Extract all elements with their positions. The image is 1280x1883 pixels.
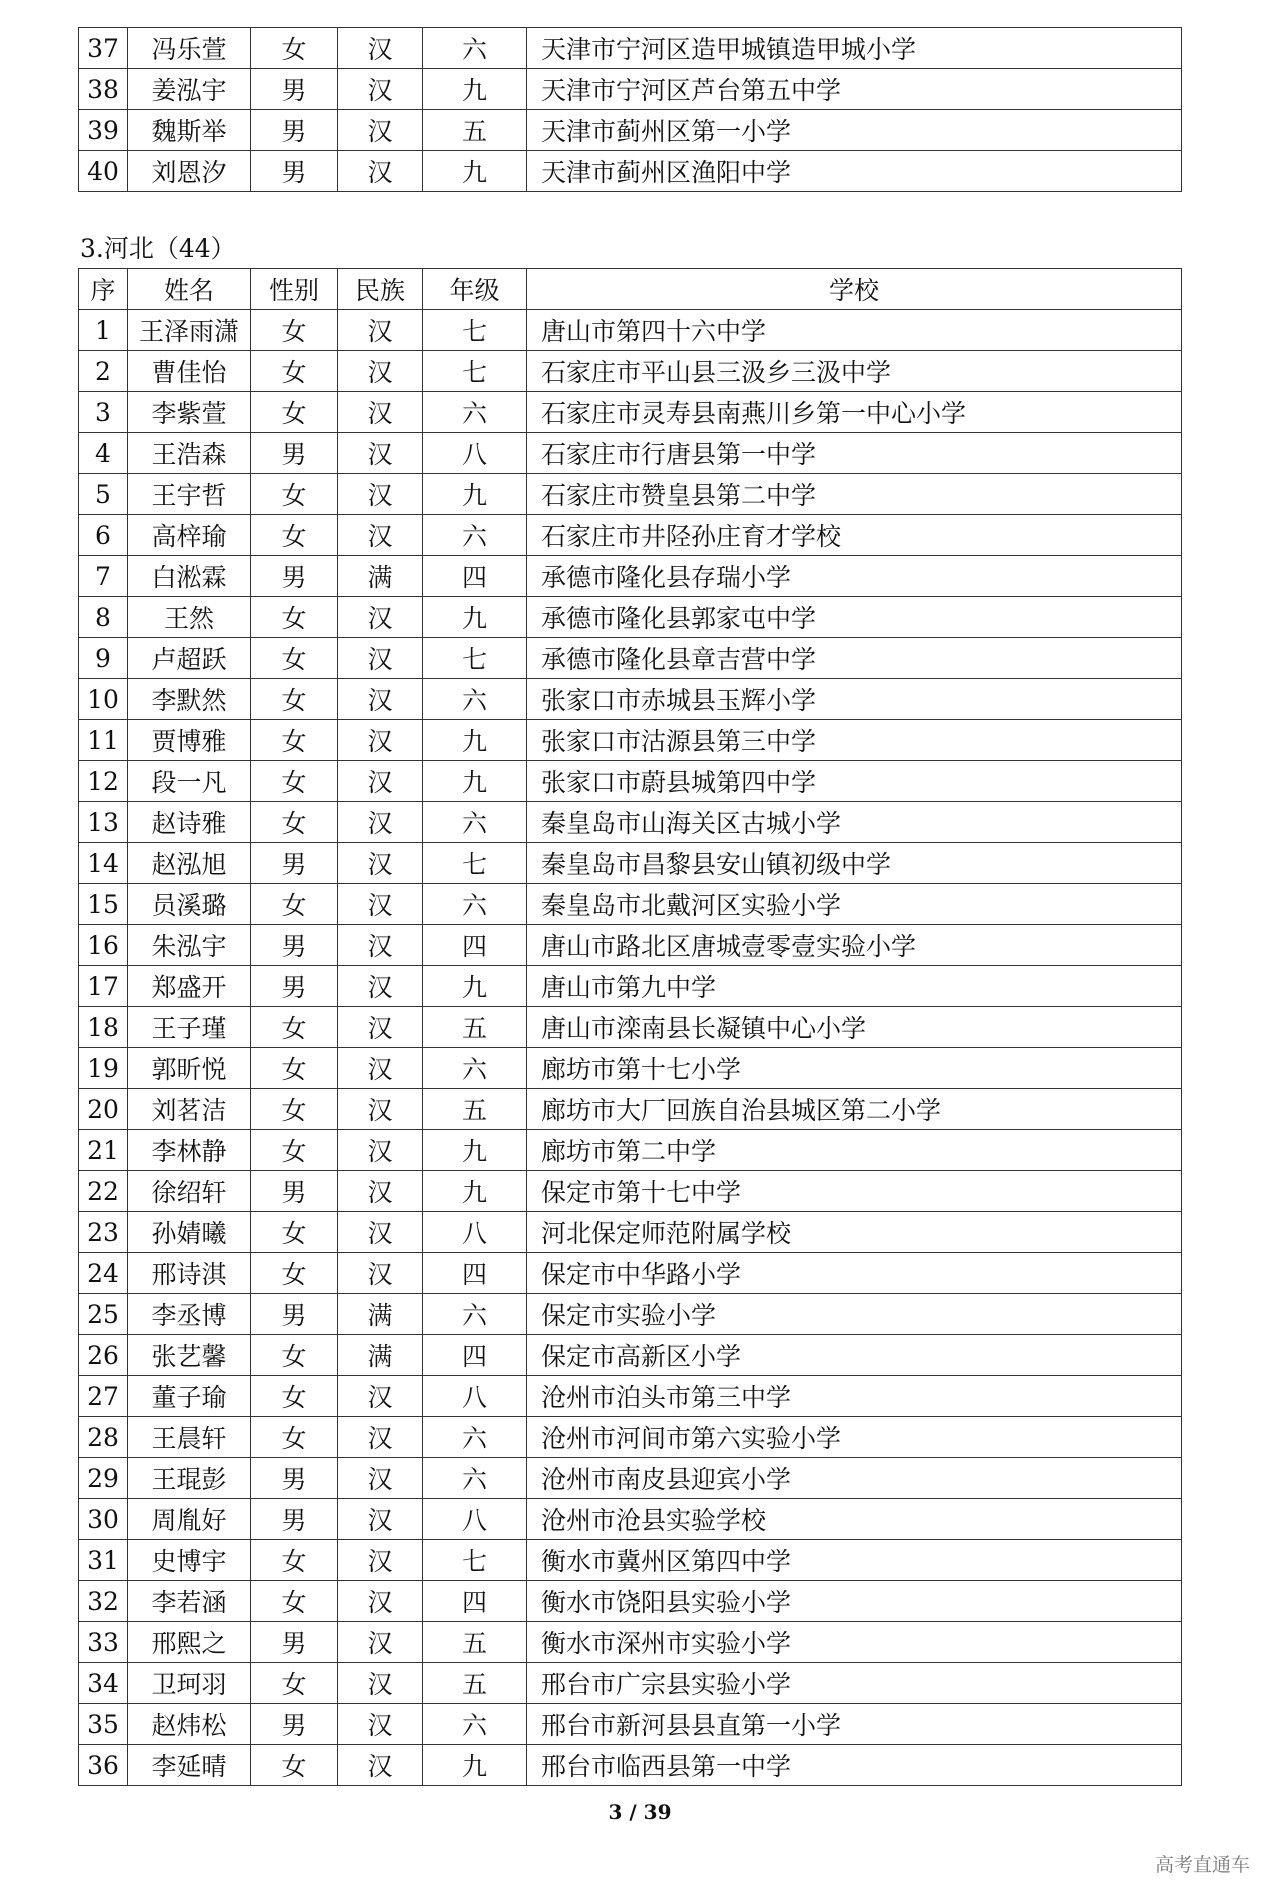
cell-school: 唐山市第九中学 xyxy=(527,966,1182,1007)
table-row xyxy=(79,110,1182,151)
continued-table xyxy=(78,27,1182,192)
cell-index: 30 xyxy=(79,1499,128,1540)
cell-grade: 四 xyxy=(423,925,527,966)
cell-ethnicity: 汉 xyxy=(338,966,423,1007)
cell-name: 董子瑜 xyxy=(128,1376,251,1417)
cell-index: 33 xyxy=(79,1622,128,1663)
table-row xyxy=(79,1253,1182,1294)
cell-index: 21 xyxy=(79,1130,128,1171)
cell-school: 保定市第十七中学 xyxy=(527,1171,1182,1212)
cell-grade: 六 xyxy=(423,392,527,433)
cell-ethnicity: 汉 xyxy=(338,28,423,69)
cell-school: 唐山市滦南县长凝镇中心小学 xyxy=(527,1007,1182,1048)
cell-ethnicity: 汉 xyxy=(338,1212,423,1253)
cell-index: 22 xyxy=(79,1171,128,1212)
cell-grade: 六 xyxy=(423,884,527,925)
cell-school: 保定市实验小学 xyxy=(527,1294,1182,1335)
cell-gender: 女 xyxy=(251,1335,338,1376)
cell-gender: 女 xyxy=(251,679,338,720)
cell-index: 2 xyxy=(79,351,128,392)
cell-index: 9 xyxy=(79,638,128,679)
cell-grade: 九 xyxy=(423,597,527,638)
cell-index: 23 xyxy=(79,1212,128,1253)
cell-name: 赵诗雅 xyxy=(128,802,251,843)
cell-gender: 女 xyxy=(251,1048,338,1089)
cell-gender: 女 xyxy=(251,761,338,802)
cell-name: 王泽雨潇 xyxy=(128,310,251,351)
cell-ethnicity: 汉 xyxy=(338,1540,423,1581)
cell-name: 贾博雅 xyxy=(128,720,251,761)
cell-school: 河北保定师范附属学校 xyxy=(527,1212,1182,1253)
cell-school: 承德市隆化县存瑞小学 xyxy=(527,556,1182,597)
cell-name: 赵炜松 xyxy=(128,1704,251,1745)
cell-gender: 女 xyxy=(251,28,338,69)
cell-grade: 九 xyxy=(423,151,527,192)
table-row xyxy=(79,1212,1182,1253)
cell-index: 36 xyxy=(79,1745,128,1786)
cell-gender: 女 xyxy=(251,1745,338,1786)
cell-name: 高梓瑜 xyxy=(128,515,251,556)
cell-gender: 男 xyxy=(251,433,338,474)
table-row xyxy=(79,720,1182,761)
cell-school: 石家庄市井陉孙庄育才学校 xyxy=(527,515,1182,556)
cell-gender: 男 xyxy=(251,843,338,884)
cell-ethnicity: 汉 xyxy=(338,884,423,925)
table-row xyxy=(79,1007,1182,1048)
cell-name: 李延晴 xyxy=(128,1745,251,1786)
cell-school: 邢台市新河县县直第一小学 xyxy=(527,1704,1182,1745)
cell-school: 衡水市饶阳县实验小学 xyxy=(527,1581,1182,1622)
table-row xyxy=(79,1581,1182,1622)
cell-grade: 四 xyxy=(423,1581,527,1622)
table-row xyxy=(79,310,1182,351)
cell-index: 16 xyxy=(79,925,128,966)
cell-gender: 女 xyxy=(251,884,338,925)
table-row xyxy=(79,638,1182,679)
cell-name: 王然 xyxy=(128,597,251,638)
cell-index: 35 xyxy=(79,1704,128,1745)
cell-name: 李林静 xyxy=(128,1130,251,1171)
cell-name: 段一凡 xyxy=(128,761,251,802)
cell-school: 沧州市河间市第六实验小学 xyxy=(527,1417,1182,1458)
cell-ethnicity: 汉 xyxy=(338,474,423,515)
cell-name: 王宇哲 xyxy=(128,474,251,515)
table-row xyxy=(79,515,1182,556)
cell-index: 15 xyxy=(79,884,128,925)
cell-gender: 女 xyxy=(251,1417,338,1458)
cell-school: 天津市蓟州区第一小学 xyxy=(527,110,1182,151)
table-row xyxy=(79,802,1182,843)
cell-index: 26 xyxy=(79,1335,128,1376)
cell-grade: 八 xyxy=(423,1376,527,1417)
cell-school: 衡水市冀州区第四中学 xyxy=(527,1540,1182,1581)
cell-gender: 女 xyxy=(251,1581,338,1622)
cell-school: 秦皇岛市昌黎县安山镇初级中学 xyxy=(527,843,1182,884)
cell-grade: 七 xyxy=(423,1540,527,1581)
cell-index: 4 xyxy=(79,433,128,474)
cell-gender: 男 xyxy=(251,556,338,597)
cell-index: 6 xyxy=(79,515,128,556)
cell-grade: 五 xyxy=(423,1007,527,1048)
cell-grade: 五 xyxy=(423,1089,527,1130)
cell-school: 承德市隆化县章吉营中学 xyxy=(527,638,1182,679)
cell-school: 廊坊市第二中学 xyxy=(527,1130,1182,1171)
cell-index: 25 xyxy=(79,1294,128,1335)
table-row xyxy=(79,1376,1182,1417)
cell-ethnicity: 汉 xyxy=(338,151,423,192)
cell-grade: 九 xyxy=(423,1171,527,1212)
cell-index: 1 xyxy=(79,310,128,351)
cell-ethnicity: 汉 xyxy=(338,1376,423,1417)
cell-school: 天津市宁河区芦台第五中学 xyxy=(527,69,1182,110)
cell-name: 郭昕悦 xyxy=(128,1048,251,1089)
table-row xyxy=(79,1294,1182,1335)
header-index: 序 xyxy=(79,269,128,310)
continued-table-body xyxy=(79,28,1182,192)
cell-school: 沧州市泊头市第三中学 xyxy=(527,1376,1182,1417)
cell-name: 郑盛开 xyxy=(128,966,251,1007)
cell-index: 3 xyxy=(79,392,128,433)
cell-grade: 八 xyxy=(423,433,527,474)
cell-gender: 女 xyxy=(251,1130,338,1171)
cell-ethnicity: 汉 xyxy=(338,1622,423,1663)
cell-name: 白淞霖 xyxy=(128,556,251,597)
cell-ethnicity: 汉 xyxy=(338,351,423,392)
table-row xyxy=(79,1622,1182,1663)
cell-grade: 五 xyxy=(423,1663,527,1704)
cell-ethnicity: 汉 xyxy=(338,843,423,884)
cell-grade: 六 xyxy=(423,1294,527,1335)
cell-index: 28 xyxy=(79,1417,128,1458)
cell-school: 邢台市广宗县实验小学 xyxy=(527,1663,1182,1704)
cell-school: 石家庄市平山县三汲乡三汲中学 xyxy=(527,351,1182,392)
cell-index: 38 xyxy=(79,69,128,110)
page-number: 3 / 39 xyxy=(608,1800,672,1824)
cell-ethnicity: 汉 xyxy=(338,1253,423,1294)
table-row xyxy=(79,556,1182,597)
cell-gender: 女 xyxy=(251,638,338,679)
cell-grade: 九 xyxy=(423,761,527,802)
cell-school: 天津市宁河区造甲城镇造甲城小学 xyxy=(527,28,1182,69)
cell-grade: 九 xyxy=(423,69,527,110)
table-row xyxy=(79,925,1182,966)
cell-school: 石家庄市行唐县第一中学 xyxy=(527,433,1182,474)
cell-grade: 七 xyxy=(423,843,527,884)
cell-school: 秦皇岛市北戴河区实验小学 xyxy=(527,884,1182,925)
table-row xyxy=(79,1335,1182,1376)
cell-gender: 女 xyxy=(251,392,338,433)
cell-school: 张家口市赤城县玉辉小学 xyxy=(527,679,1182,720)
cell-school: 石家庄市赞皇县第二中学 xyxy=(527,474,1182,515)
cell-school: 衡水市深州市实验小学 xyxy=(527,1622,1182,1663)
section-title: 3.河北（44） xyxy=(80,234,236,263)
cell-school: 沧州市沧县实验学校 xyxy=(527,1499,1182,1540)
header-name: 姓名 xyxy=(128,269,251,310)
cell-name: 李若涵 xyxy=(128,1581,251,1622)
cell-name: 姜泓宇 xyxy=(128,69,251,110)
cell-name: 赵泓旭 xyxy=(128,843,251,884)
cell-name: 王琨彭 xyxy=(128,1458,251,1499)
cell-ethnicity: 汉 xyxy=(338,1663,423,1704)
table-row xyxy=(79,69,1182,110)
cell-name: 张艺馨 xyxy=(128,1335,251,1376)
cell-ethnicity: 汉 xyxy=(338,1171,423,1212)
table-row xyxy=(79,1130,1182,1171)
cell-school: 唐山市第四十六中学 xyxy=(527,310,1182,351)
cell-school: 廊坊市第十七小学 xyxy=(527,1048,1182,1089)
cell-index: 32 xyxy=(79,1581,128,1622)
cell-index: 5 xyxy=(79,474,128,515)
cell-index: 24 xyxy=(79,1253,128,1294)
cell-ethnicity: 汉 xyxy=(338,1704,423,1745)
cell-gender: 女 xyxy=(251,720,338,761)
cell-ethnicity: 汉 xyxy=(338,1499,423,1540)
table-row xyxy=(79,1048,1182,1089)
cell-ethnicity: 满 xyxy=(338,1335,423,1376)
cell-ethnicity: 满 xyxy=(338,1294,423,1335)
cell-name: 邢熙之 xyxy=(128,1622,251,1663)
cell-grade: 九 xyxy=(423,1745,527,1786)
cell-gender: 男 xyxy=(251,69,338,110)
cell-grade: 九 xyxy=(423,474,527,515)
table-row xyxy=(79,474,1182,515)
cell-gender: 女 xyxy=(251,597,338,638)
cell-gender: 女 xyxy=(251,351,338,392)
cell-index: 19 xyxy=(79,1048,128,1089)
table-row xyxy=(79,1171,1182,1212)
cell-gender: 女 xyxy=(251,515,338,556)
cell-ethnicity: 汉 xyxy=(338,1581,423,1622)
cell-grade: 七 xyxy=(423,351,527,392)
header-school: 学校 xyxy=(527,269,1182,310)
cell-ethnicity: 汉 xyxy=(338,1007,423,1048)
cell-grade: 四 xyxy=(423,1335,527,1376)
cell-ethnicity: 汉 xyxy=(338,1130,423,1171)
cell-ethnicity: 汉 xyxy=(338,1048,423,1089)
cell-ethnicity: 汉 xyxy=(338,1745,423,1786)
cell-grade: 八 xyxy=(423,1499,527,1540)
table-row xyxy=(79,679,1182,720)
cell-ethnicity: 汉 xyxy=(338,1458,423,1499)
cell-ethnicity: 汉 xyxy=(338,761,423,802)
cell-index: 37 xyxy=(79,28,128,69)
cell-name: 曹佳怡 xyxy=(128,351,251,392)
table-row xyxy=(79,597,1182,638)
cell-grade: 八 xyxy=(423,1212,527,1253)
cell-school: 石家庄市灵寿县南燕川乡第一中心小学 xyxy=(527,392,1182,433)
cell-index: 13 xyxy=(79,802,128,843)
cell-name: 李丞博 xyxy=(128,1294,251,1335)
cell-gender: 男 xyxy=(251,151,338,192)
cell-index: 14 xyxy=(79,843,128,884)
cell-index: 29 xyxy=(79,1458,128,1499)
cell-grade: 五 xyxy=(423,110,527,151)
cell-ethnicity: 汉 xyxy=(338,597,423,638)
cell-ethnicity: 汉 xyxy=(338,720,423,761)
cell-gender: 女 xyxy=(251,1376,338,1417)
cell-ethnicity: 汉 xyxy=(338,433,423,474)
cell-ethnicity: 汉 xyxy=(338,310,423,351)
table-row xyxy=(79,1663,1182,1704)
cell-grade: 五 xyxy=(423,1622,527,1663)
cell-gender: 男 xyxy=(251,1458,338,1499)
cell-name: 王子瑾 xyxy=(128,1007,251,1048)
cell-name: 刘茗洁 xyxy=(128,1089,251,1130)
table-row xyxy=(79,1540,1182,1581)
cell-gender: 男 xyxy=(251,1294,338,1335)
cell-gender: 女 xyxy=(251,1089,338,1130)
table-row xyxy=(79,392,1182,433)
cell-index: 12 xyxy=(79,761,128,802)
table-row xyxy=(79,1499,1182,1540)
cell-index: 10 xyxy=(79,679,128,720)
cell-index: 8 xyxy=(79,597,128,638)
cell-grade: 九 xyxy=(423,720,527,761)
hebei-table-body xyxy=(79,310,1182,1786)
cell-grade: 六 xyxy=(423,515,527,556)
cell-index: 39 xyxy=(79,110,128,151)
cell-gender: 男 xyxy=(251,966,338,1007)
cell-gender: 女 xyxy=(251,1007,338,1048)
cell-school: 唐山市路北区唐城壹零壹实验小学 xyxy=(527,925,1182,966)
cell-index: 18 xyxy=(79,1007,128,1048)
cell-ethnicity: 汉 xyxy=(338,392,423,433)
header-grade: 年级 xyxy=(423,269,527,310)
cell-grade: 六 xyxy=(423,679,527,720)
watermark: 高考直通车 xyxy=(1154,1854,1250,1876)
cell-name: 邢诗淇 xyxy=(128,1253,251,1294)
table-row xyxy=(79,151,1182,192)
cell-school: 保定市中华路小学 xyxy=(527,1253,1182,1294)
cell-grade: 七 xyxy=(423,310,527,351)
cell-grade: 六 xyxy=(423,1048,527,1089)
cell-gender: 男 xyxy=(251,925,338,966)
cell-name: 魏斯举 xyxy=(128,110,251,151)
cell-ethnicity: 汉 xyxy=(338,802,423,843)
cell-index: 34 xyxy=(79,1663,128,1704)
cell-name: 刘恩汐 xyxy=(128,151,251,192)
cell-ethnicity: 汉 xyxy=(338,69,423,110)
cell-ethnicity: 汉 xyxy=(338,1089,423,1130)
cell-ethnicity: 汉 xyxy=(338,515,423,556)
cell-school: 张家口市蔚县城第四中学 xyxy=(527,761,1182,802)
cell-ethnicity: 汉 xyxy=(338,679,423,720)
cell-grade: 九 xyxy=(423,1130,527,1171)
cell-name: 朱泓宇 xyxy=(128,925,251,966)
cell-gender: 男 xyxy=(251,1171,338,1212)
cell-gender: 女 xyxy=(251,1663,338,1704)
cell-school: 秦皇岛市山海关区古城小学 xyxy=(527,802,1182,843)
cell-ethnicity: 汉 xyxy=(338,1417,423,1458)
cell-ethnicity: 汉 xyxy=(338,925,423,966)
cell-school: 保定市高新区小学 xyxy=(527,1335,1182,1376)
cell-name: 卢超跃 xyxy=(128,638,251,679)
header-gender: 性别 xyxy=(251,269,338,310)
cell-grade: 六 xyxy=(423,1458,527,1499)
table-row xyxy=(79,28,1182,69)
table-row xyxy=(79,761,1182,802)
cell-name: 史博宇 xyxy=(128,1540,251,1581)
cell-gender: 女 xyxy=(251,1253,338,1294)
cell-grade: 四 xyxy=(423,556,527,597)
cell-name: 王晨轩 xyxy=(128,1417,251,1458)
cell-grade: 六 xyxy=(423,1704,527,1745)
cell-index: 17 xyxy=(79,966,128,1007)
cell-grade: 七 xyxy=(423,638,527,679)
cell-grade: 四 xyxy=(423,1253,527,1294)
cell-index: 7 xyxy=(79,556,128,597)
cell-gender: 男 xyxy=(251,110,338,151)
cell-gender: 女 xyxy=(251,1540,338,1581)
cell-name: 李紫萱 xyxy=(128,392,251,433)
cell-school: 沧州市南皮县迎宾小学 xyxy=(527,1458,1182,1499)
cell-gender: 女 xyxy=(251,802,338,843)
cell-grade: 六 xyxy=(423,1417,527,1458)
cell-name: 周胤好 xyxy=(128,1499,251,1540)
table-header-row xyxy=(79,269,1182,310)
header-ethnicity: 民族 xyxy=(338,269,423,310)
table-row xyxy=(79,1458,1182,1499)
cell-name: 孙婧曦 xyxy=(128,1212,251,1253)
table-row xyxy=(79,1745,1182,1786)
table-row xyxy=(79,843,1182,884)
cell-school: 天津市蓟州区渔阳中学 xyxy=(527,151,1182,192)
cell-name: 卫珂羽 xyxy=(128,1663,251,1704)
cell-ethnicity: 满 xyxy=(338,556,423,597)
cell-school: 承德市隆化县郭家屯中学 xyxy=(527,597,1182,638)
cell-school: 邢台市临西县第一中学 xyxy=(527,1745,1182,1786)
table-row xyxy=(79,1089,1182,1130)
cell-grade: 六 xyxy=(423,28,527,69)
table-row xyxy=(79,433,1182,474)
cell-gender: 女 xyxy=(251,474,338,515)
cell-index: 40 xyxy=(79,151,128,192)
cell-school: 张家口市沽源县第三中学 xyxy=(527,720,1182,761)
cell-gender: 男 xyxy=(251,1499,338,1540)
cell-index: 11 xyxy=(79,720,128,761)
cell-ethnicity: 汉 xyxy=(338,110,423,151)
cell-name: 李默然 xyxy=(128,679,251,720)
cell-grade: 九 xyxy=(423,966,527,1007)
table-row xyxy=(79,351,1182,392)
table-row xyxy=(79,884,1182,925)
cell-gender: 女 xyxy=(251,1212,338,1253)
cell-name: 王浩森 xyxy=(128,433,251,474)
cell-ethnicity: 汉 xyxy=(338,638,423,679)
table-row xyxy=(79,1704,1182,1745)
hebei-table xyxy=(78,268,1182,1786)
cell-index: 31 xyxy=(79,1540,128,1581)
cell-name: 徐绍轩 xyxy=(128,1171,251,1212)
cell-name: 员溪璐 xyxy=(128,884,251,925)
cell-index: 27 xyxy=(79,1376,128,1417)
table-row xyxy=(79,1417,1182,1458)
cell-gender: 男 xyxy=(251,1622,338,1663)
cell-gender: 男 xyxy=(251,1704,338,1745)
cell-school: 廊坊市大厂回族自治县城区第二小学 xyxy=(527,1089,1182,1130)
cell-gender: 女 xyxy=(251,310,338,351)
cell-index: 20 xyxy=(79,1089,128,1130)
cell-name: 冯乐萱 xyxy=(128,28,251,69)
cell-grade: 六 xyxy=(423,802,527,843)
table-row xyxy=(79,966,1182,1007)
